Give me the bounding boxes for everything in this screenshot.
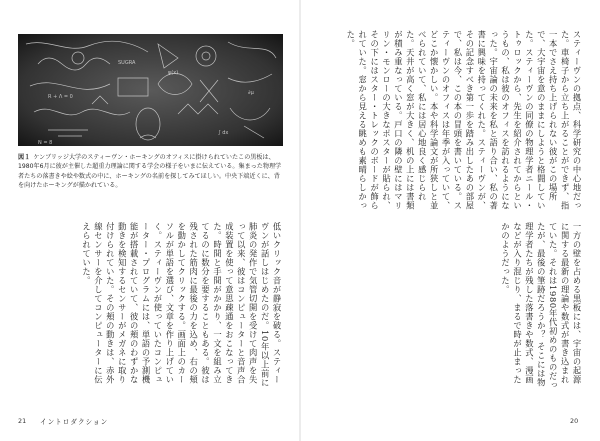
- right-page-upper-text: [310, 30, 582, 210]
- svg-text:N = 8: N = 8: [38, 140, 53, 146]
- left-page-number: 21: [18, 417, 27, 425]
- right-page-number: 20: [570, 417, 579, 425]
- left-page-lower-text: [20, 222, 282, 392]
- figure-caption: [18, 153, 283, 191]
- caption-text: ケンブリッジ大学のスティーヴン・ホーキングのオフィスに掛けられていたこの黒板は、1980年6月に彼が主催した超重力理論に関する学会の様子をいまに伝えている。集まった物理学者たちの落書きや絵や数式の中に、ホーキングの名前を探してみてほしい。中央下端近くに、背を向けたホーキングが描かれている。: [18, 154, 282, 190]
- gutter: [299, 0, 301, 441]
- svg-text:∂μ: ∂μ: [248, 90, 254, 96]
- svg-text:SUGRA: SUGRA: [118, 60, 136, 66]
- figure-label: 図１: [18, 154, 31, 161]
- svg-text:∫ dx: ∫ dx: [218, 130, 229, 136]
- paragraph: 一方の壁を占める黒板には、宇宙の起源に関する最新の理論や数式が書き込まれていた。それは1980年代初めのものだったが、最後の筆跡だろうか？ そこには物理学者たちが残した落書きや数式、漫画などが入り混じり、まるで時が止まったかのようだった。: [500, 222, 582, 390]
- right-page-lower-text: [310, 222, 582, 392]
- paragraph: 低いクリック音が静寂を破る。スティーヴンが話しはじめたのだ。10年以上前に肺炎の発作で気管切開を受けて肉声を失って以来、彼はコンピューターと音声合成装置を使って意思疎通をおこなってきた。時間と手間がかかり、一文を組み立てるのに数分を要することもある。彼は残された筋肉に最後の力を込め、右の頬を動かしてクリックする。画面上のカーソルが単語を選び、文章を作り上げていく。スティーヴンが使っていたコンピューター・プログラムには、単語の予測機能が搭載されていて、彼の頬のわずかな動きを検知するセンサーがメガネに取り付けられていた。その頬の動きは、赤外線センサーを介してコンピューターに伝えられていた。: [81, 222, 282, 387]
- svg-text:ψ(x): ψ(x): [168, 70, 179, 76]
- chalkboard-photo: [18, 34, 283, 146]
- svg-text:R + Λ = 0: R + Λ = 0: [48, 94, 73, 100]
- paragraph: スティーヴンの拠点、科学研究の中心地だった。車椅子から立ち上がることができず、指一本でさえ持ち上げられない彼がこの場所で、大宇宙を意のままにしようと格闘していた。スティーヴンの同僚の物理学者ニール・トゥロックから、先生を紹介されてからというもの、私は彼のオフィスを訪れるようになった。宇宙論の未来を私と語り合い、私の著書に興味を持ってくれた。スティーヴンが、その記念すべき第一歩を踏み出したあの部屋で、私は今、この本の冒頭を書いている。スティーヴンのオフィスは年季が入っていて、どこか懐かしい。本や科学論文が所狭しと並べられていて、私には居心地良く感じられた。天井が高く窓が大きく、机の上には書類が積み重なっている。戸口の隣の壁にはマリリン・モンローの大きなポスターが貼られ、その下にはスター・トレックのボードが飾られていた。窓から見える眺めも素晴らしかった。: [345, 30, 582, 210]
- section-title: イントロダクション: [40, 418, 109, 426]
